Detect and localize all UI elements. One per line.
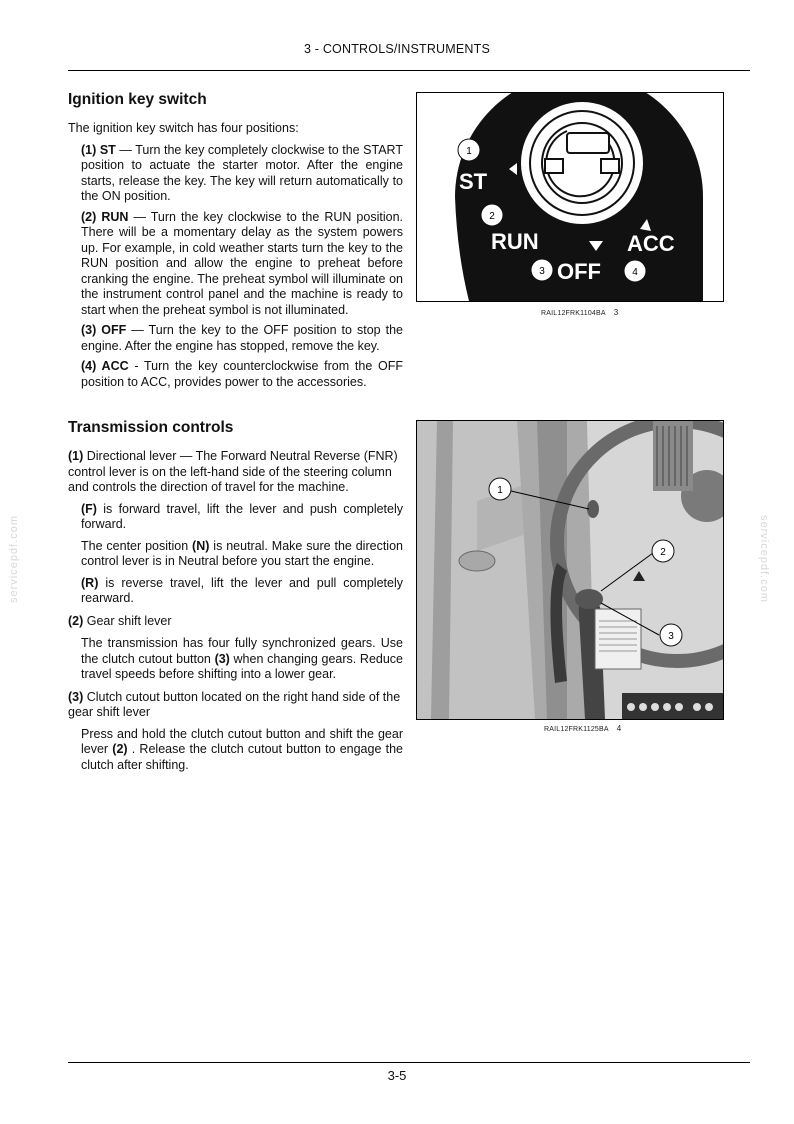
paragraph-tag: (1)	[68, 449, 84, 463]
callout-1	[489, 478, 511, 500]
callout-1	[458, 139, 480, 161]
paragraph-tag: (3)	[68, 689, 84, 704]
paragraph-text: Directional lever — The Forward Neutral Reverse (FNR) control lever is on the left-hand side of the steering column and controls the direction of travel for the machine.	[68, 449, 398, 494]
ignition-item-text: — Turn the key clockwise to the RUN position. There will be a momentary delay as the system powers up. For example, in cold weather starts turn the key to the RUN position and allow the engine to preheat before cranking the engine. The preheat symbol will illuminate on the instrument control panel and the machine is ready to start when the preheat symbol is not illuminated.	[81, 209, 403, 317]
ignition-item-run	[81, 210, 403, 319]
running-header: 3 - CONTROLS/INSTRUMENTS	[303, 42, 491, 56]
paragraph-tag: (F)	[81, 501, 97, 516]
label-acc: ACC	[627, 231, 675, 256]
paragraph-text: . Release the clutch cutout button to engage the clutch after shifting.	[81, 742, 403, 772]
label-st: ST	[459, 169, 488, 194]
page-number: 3-5	[387, 1068, 407, 1083]
clutch-button-body	[81, 727, 403, 774]
neutral-paragraph	[81, 539, 403, 570]
paragraph-text: is forward travel, lift the lever and push completely forward.	[81, 501, 403, 531]
ignition-item-text: - Turn the key counterclockwise from the OFF position to ACC, provides power to the accessories.	[81, 359, 403, 389]
paragraph-tag: (2)	[68, 613, 84, 628]
footer-rule	[68, 1062, 750, 1063]
caption-code: RAIL12FRK1104BA	[541, 310, 606, 317]
figure-4-caption	[544, 724, 621, 733]
reverse-paragraph	[81, 576, 403, 607]
paragraph-tag: (R)	[81, 575, 99, 590]
transmission-controls-figure	[416, 420, 724, 720]
callout-3	[660, 624, 682, 646]
ignition-item-off	[81, 323, 403, 354]
ignition-intro: The ignition key switch has four positions:	[68, 121, 299, 135]
clutch-button-paragraph	[68, 690, 403, 721]
ignition-item-tag: (2) RUN	[81, 209, 129, 224]
paragraph-tag: (N)	[192, 538, 210, 553]
header-rule	[68, 70, 750, 71]
ignition-section	[68, 91, 403, 390]
paragraph-text: Clutch cutout button located on the right hand side of the gear shift lever	[68, 689, 401, 719]
ignition-item-st	[81, 143, 403, 205]
svg-text:4: 4	[632, 267, 638, 278]
watermark-right: servicepdf.com	[758, 515, 770, 603]
figure-3-caption	[541, 308, 618, 317]
paragraph-text: is neutral. Make sure the direction control lever is in Neutral before you start the engine.	[81, 538, 403, 568]
paragraph-text: Gear shift lever	[83, 613, 172, 628]
ignition-item-text: — Turn the key completely clockwise to the START position to actuate the starter motor. After the engine starts, release the key. The key will return automatically to the ON position.	[81, 142, 403, 203]
directional-lever-paragraph	[68, 449, 403, 496]
caption-code: RAIL12FRK1125BA	[544, 726, 609, 733]
callout-2	[652, 540, 674, 562]
svg-text:3: 3	[539, 266, 545, 277]
transmission-heading: Transmission controls	[68, 419, 234, 436]
gear-shift-paragraph	[68, 614, 403, 630]
svg-text:2: 2	[660, 547, 666, 558]
callout-2	[481, 204, 503, 226]
callout-3	[531, 259, 553, 281]
ignition-heading: Ignition key switch	[68, 91, 207, 108]
label-run: RUN	[491, 229, 539, 254]
callout-4	[624, 260, 646, 282]
label-off: OFF	[557, 259, 601, 284]
paragraph-tag: (3)	[214, 651, 230, 666]
transmission-section	[68, 419, 403, 773]
ignition-item-text: — Turn the key to the OFF position to stop the engine. After the engine has stopped, remove the key.	[81, 323, 403, 353]
transmission-controls-illustration	[417, 421, 723, 719]
ignition-switch-illustration	[417, 93, 723, 301]
ignition-item-tag: (3) OFF	[81, 323, 127, 337]
ignition-item-acc	[81, 359, 403, 390]
ignition-switch-figure	[416, 92, 724, 302]
ignition-item-tag: (4) ACC	[81, 359, 129, 373]
figure-number: 4	[616, 724, 622, 733]
paragraph-text: when changing gears. Reduce travel speeds before shifting into a lower gear.	[81, 651, 404, 681]
paragraph-text: The center position	[81, 538, 193, 553]
watermark-left: servicepdf.com	[8, 515, 20, 603]
gear-shift-body	[81, 636, 403, 683]
figure-number: 3	[613, 308, 619, 317]
paragraph-text: The transmission has four fully synchronized gears. Use the clutch cutout button	[81, 636, 403, 666]
paragraph-text: is reverse travel, lift the lever and pull completely rearward.	[81, 575, 403, 605]
svg-text:1: 1	[466, 146, 472, 157]
forward-paragraph	[81, 502, 403, 533]
svg-text:1: 1	[497, 485, 503, 496]
svg-text:2: 2	[489, 211, 495, 222]
svg-text:3: 3	[668, 631, 674, 642]
paragraph-text: Press and hold the clutch cutout button and shift the gear lever	[81, 726, 403, 756]
ignition-item-tag: (1) ST	[81, 142, 116, 157]
paragraph-tag: (2)	[112, 742, 128, 756]
